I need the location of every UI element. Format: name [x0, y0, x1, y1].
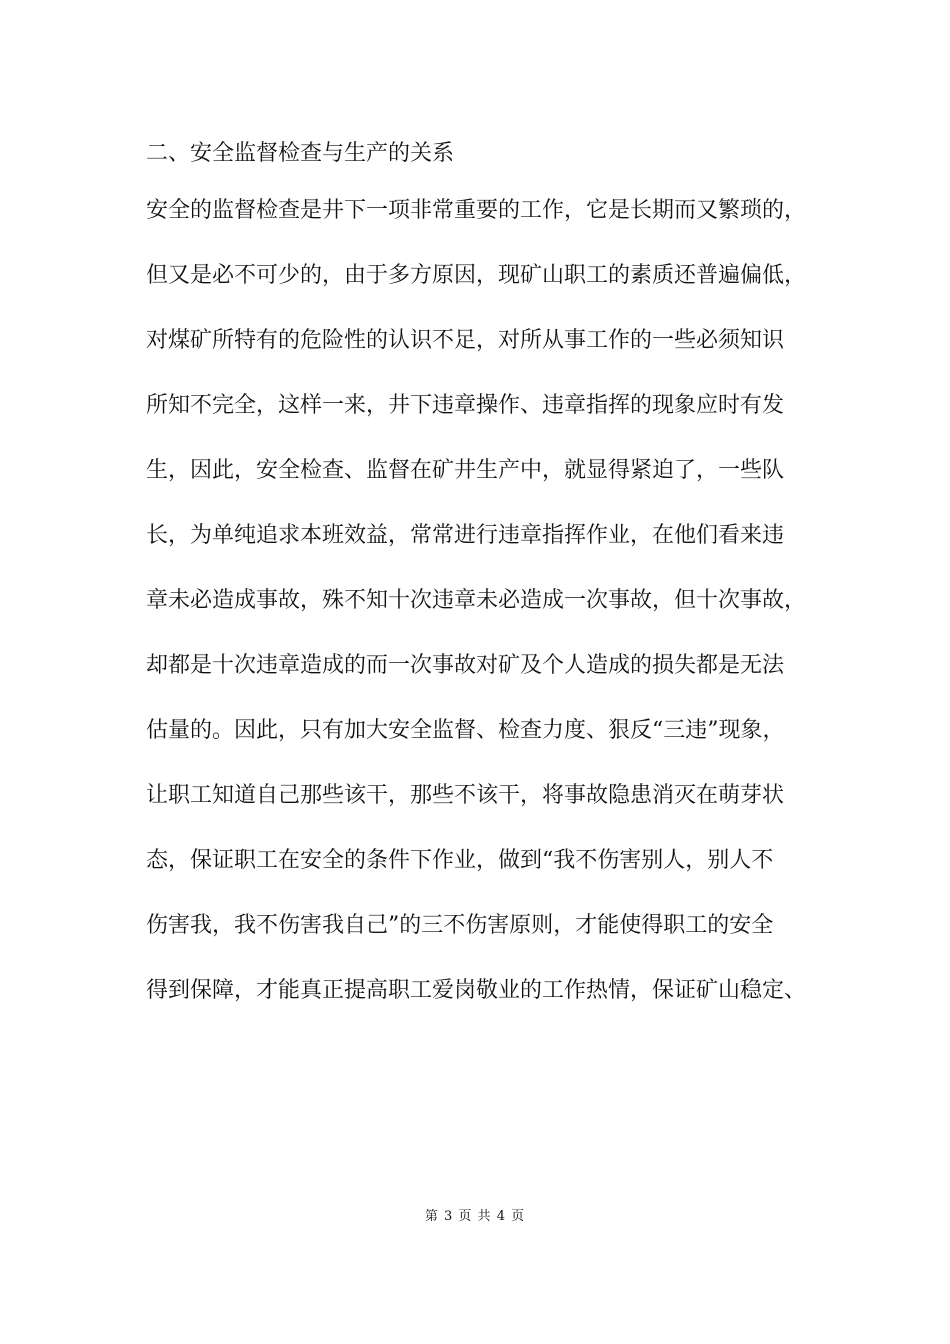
body-line-4: 所知不完全，这样一来，井下违章操作、违章指挥的现象应时有发: [146, 393, 785, 418]
body-line-10: 让职工知道自己那些该干，那些不该干，将事故隐患消灭在萌芽状: [146, 783, 785, 808]
body-line-7: 章未必造成事故，殊不知十次违章未必造成一次事故，但十次事故，: [146, 588, 807, 613]
body-line-9: 估量的。因此，只有加大安全监督、检查力度、狠反“三违”现象，: [146, 718, 785, 743]
body-line-5: 生，因此，安全检查、监督在矿井生产中，就显得紧迫了，一些队: [146, 458, 785, 483]
section-heading: 二、安全监督检查与生产的关系: [146, 141, 455, 166]
body-line-11: 态，保证职工在安全的条件下作业，做到“我不伤害别人，别人不: [146, 848, 774, 873]
body-line-13: 得到保障，才能真正提高职工爱岗敬业的工作热情，保证矿山稳定、: [146, 978, 807, 1003]
body-line-8: 却都是十次违章造成的而一次事故对矿及个人造成的损失都是无法: [146, 653, 785, 678]
page-number-footer: 第 3 页 共 4 页: [424, 1209, 526, 1224]
body-line-1: 安全的监督检查是井下一项非常重要的工作，它是长期而又繁琐的，: [146, 198, 807, 223]
body-line-12: 伤害我，我不伤害我自己”的三不伤害原则，才能使得职工的安全: [146, 913, 774, 938]
body-line-3: 对煤矿所特有的危险性的认识不足，对所从事工作的一些必须知识: [146, 328, 785, 353]
body-line-2: 但又是必不可少的，由于多方原因，现矿山职工的素质还普遍偏低，: [146, 263, 807, 288]
body-text: [146, 194, 846, 1039]
body-line-6: 长，为单纯追求本班效益，常常进行违章指挥作业，在他们看来违: [146, 523, 785, 548]
